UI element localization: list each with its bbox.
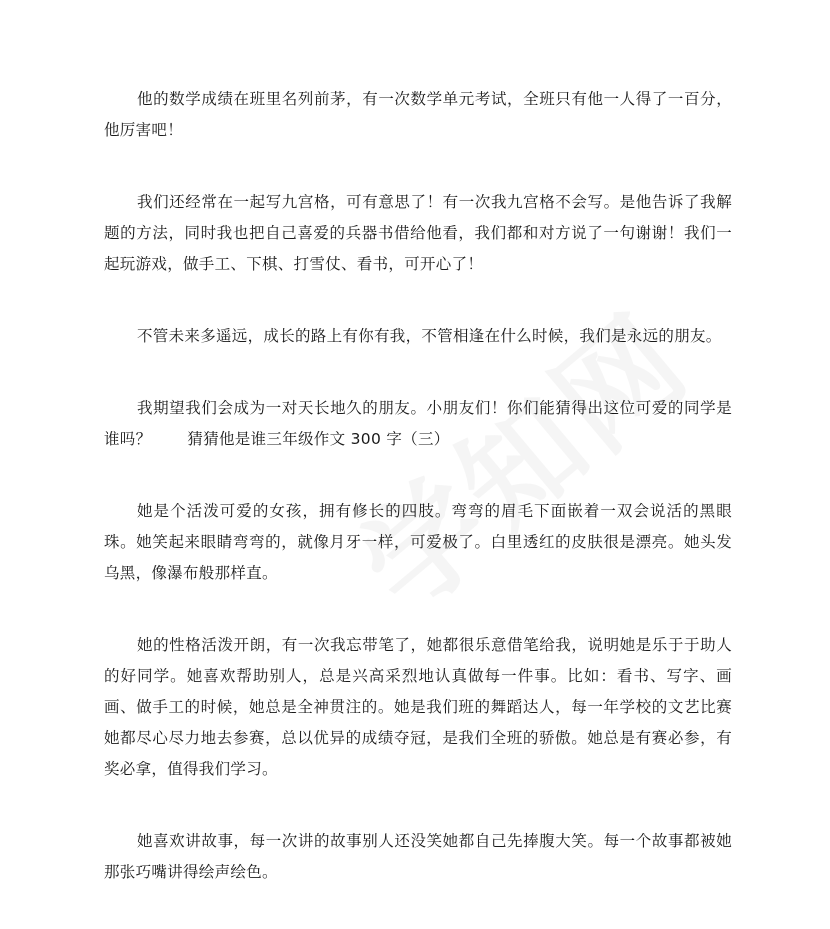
paragraph-4-text: 我期望我们会成为一对天长地久的朋友。小朋友们！你们能猜得出这位可爱的同学是谁吗？ (104, 399, 732, 448)
paragraph-4 (104, 393, 732, 455)
paragraph-5: 她是个活泼可爱的女孩，拥有修长的四肢。弯弯的眉毛下面嵌着一双会说活的黑眼珠。她笑起来眼睛弯弯的，就像月牙一样，可爱极了。白里透红的皮肤很是漂亮。她头发乌黑，像瀑布般那样直。 (104, 502, 732, 582)
paragraph-1: 他的数学成绩在班里名列前茅，有一次数学单元考试，全班只有他一人得了一百分，他厉害吧！ (104, 90, 732, 139)
document-body (104, 84, 732, 929)
paragraph-2: 我们还经常在一起写九宫格，可有意思了！有一次我九宫格不会写。是他告诉了我解题的方法，同时我也把自己喜爱的兵器书借给他看，我们都和对方说了一句谢谢！我们一起玩游戏，做手工、下棋、打雪仗、看书，可开心了！ (104, 193, 732, 273)
section-heading: 猜猜他是谁三年级作文 300 字（三） (187, 430, 450, 448)
paragraph-7: 她喜欢讲故事，每一次讲的故事别人还没笑她都自己先捧腹大笑。每一个故事都被她那张巧嘴讲得绘声绘色。 (104, 832, 732, 881)
paragraph-6: 她的性格活泼开朗，有一次我忘带笔了，她都很乐意借笔给我，说明她是乐于于助人的好同学。她喜欢帮助别人，总是兴高采烈地认真做每一件事。比如：看书、写字、画画、做手工的时候，她总是全神贯注的。她是我们班的舞蹈达人，每一年学校的文艺比赛她都尽心尽力地去参赛，总以优异的成绩夺冠，是我们全班的骄傲。她总是有赛必参，有奖必拿，值得我们学习。 (104, 636, 732, 778)
paragraph-3: 不管未来多遥远，成长的路上有你有我，不管相逢在什么时候，我们是永远的朋友。 (137, 327, 722, 345)
